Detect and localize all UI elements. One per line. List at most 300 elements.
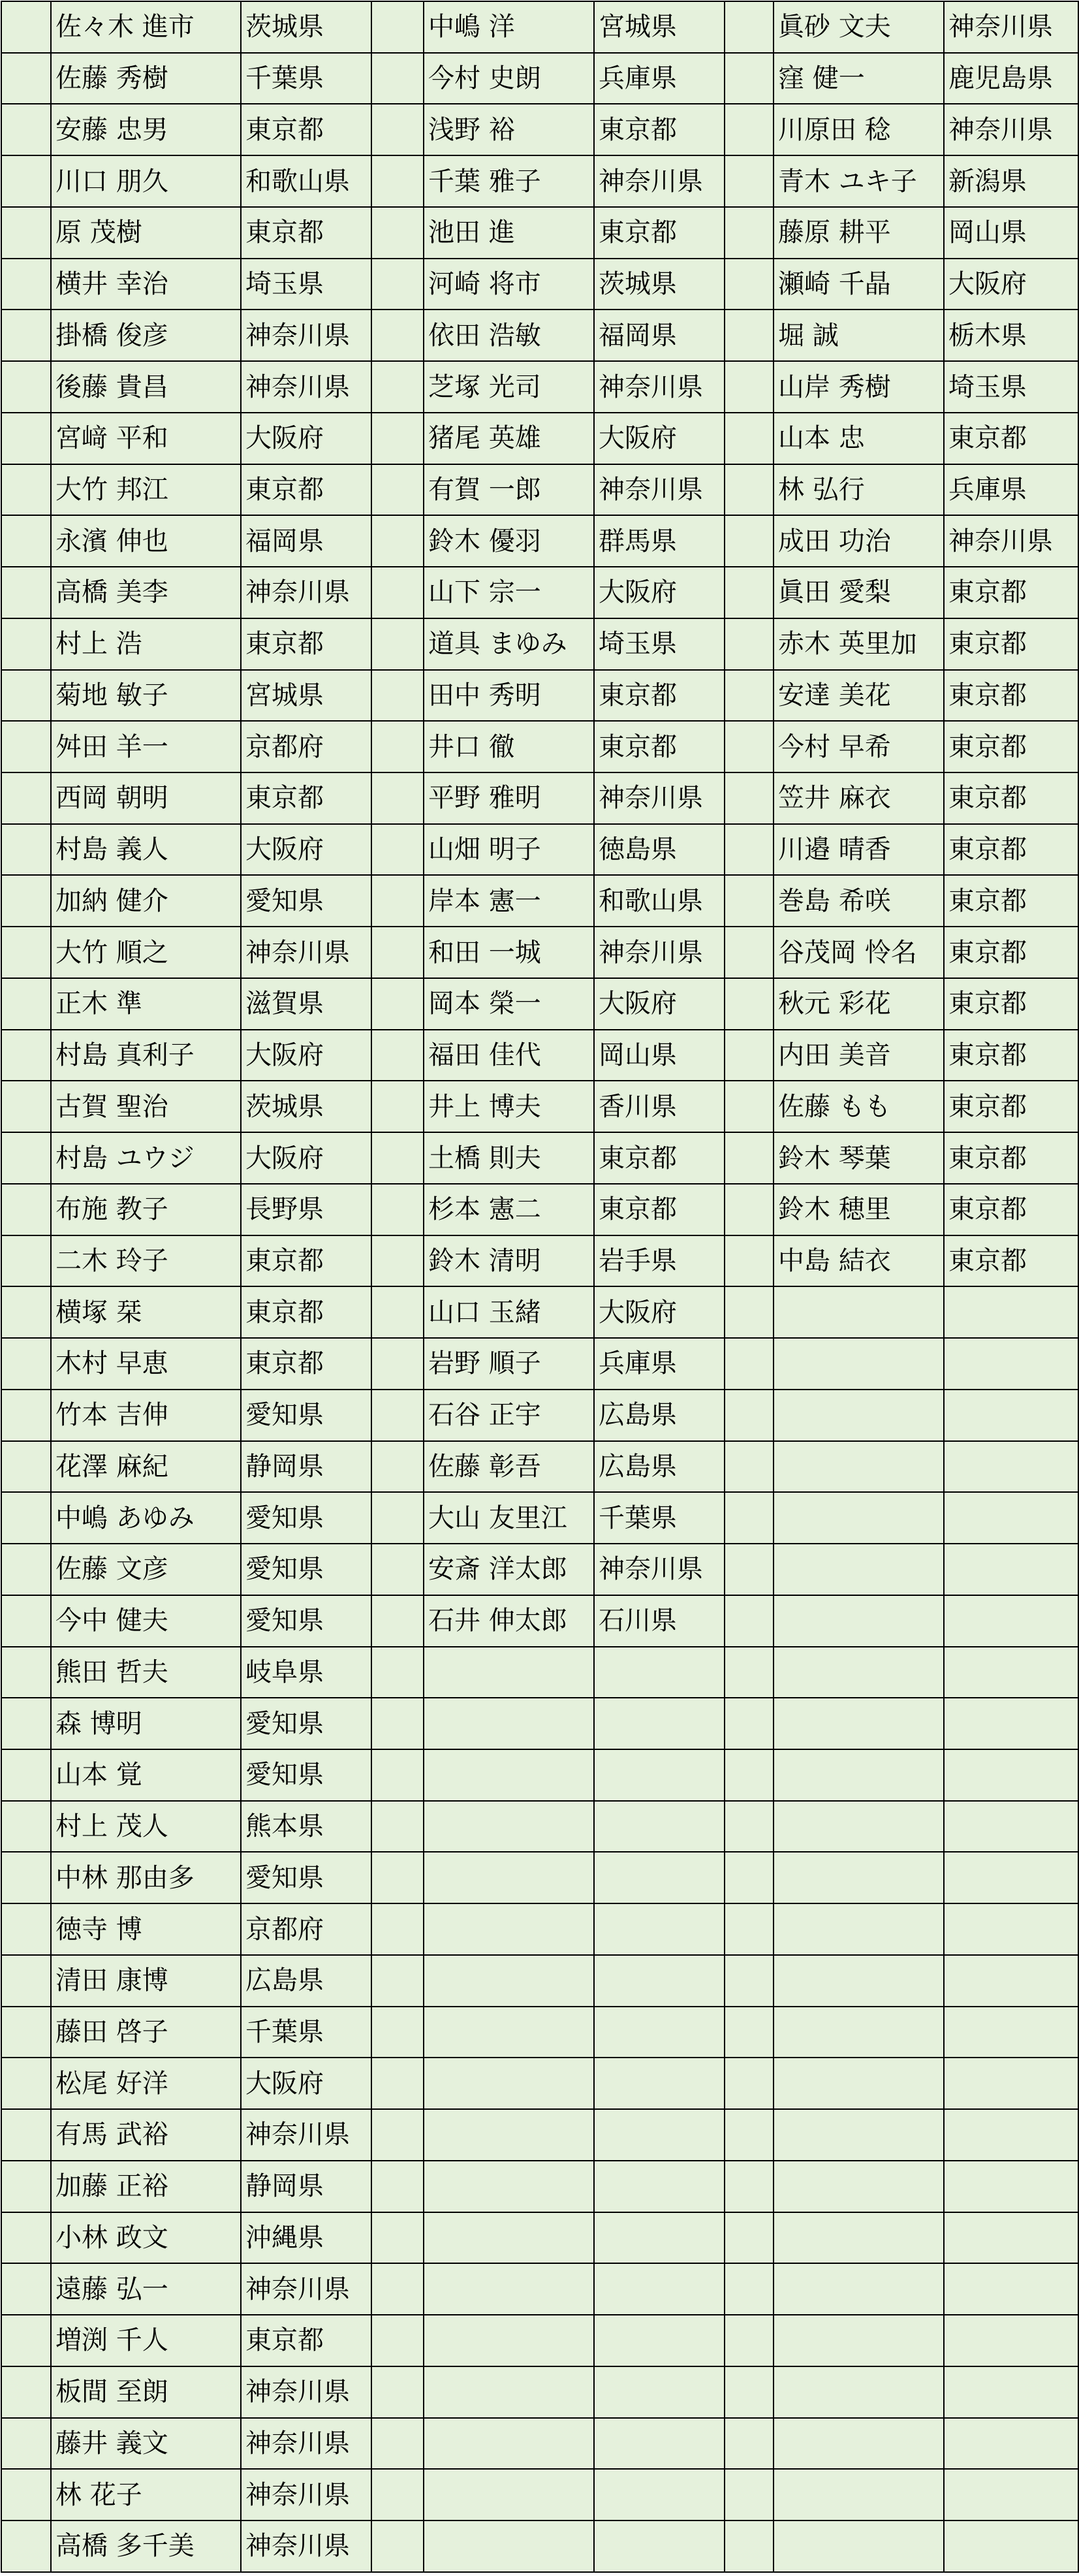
prefecture-cell: 兵庫県 — [594, 1338, 725, 1390]
name-cell: 眞砂 文夫 — [774, 1, 944, 53]
prefecture-cell: 神奈川県 — [594, 927, 725, 978]
prefecture-cell: 茨城県 — [241, 1081, 371, 1132]
name-cell: 窪 健一 — [774, 53, 944, 104]
prefecture-cell: 神奈川県 — [944, 1, 1078, 53]
table-row — [1, 2469, 1078, 2520]
gap-cell — [371, 515, 424, 567]
gap-cell — [725, 1595, 774, 1647]
prefecture-cell: 岩手県 — [594, 1235, 725, 1287]
gap-cell — [725, 1492, 774, 1544]
prefecture-cell — [944, 1903, 1078, 1955]
name-cell: 鈴木 穂里 — [774, 1184, 944, 1235]
gap-cell — [371, 2007, 424, 2058]
gap-cell — [1, 567, 51, 618]
gap-cell — [371, 927, 424, 978]
prefecture-cell: 徳島県 — [594, 824, 725, 876]
table-row — [1, 1852, 1078, 1903]
gap-cell — [725, 310, 774, 361]
name-cell: 今中 健夫 — [51, 1595, 241, 1647]
gap-cell — [371, 2263, 424, 2315]
prefecture-cell — [944, 2520, 1078, 2572]
prefecture-cell — [944, 2263, 1078, 2315]
gap-cell — [371, 2315, 424, 2366]
name-cell: 眞田 愛梨 — [774, 567, 944, 618]
gap-cell — [1, 464, 51, 516]
gap-cell — [371, 1286, 424, 1338]
name-cell — [424, 2109, 594, 2161]
table-row — [1, 53, 1078, 104]
prefecture-cell: 滋賀県 — [241, 978, 371, 1030]
table-row — [1, 567, 1078, 618]
gap-cell — [725, 515, 774, 567]
table-row — [1, 2366, 1078, 2418]
table-row — [1, 310, 1078, 361]
name-cell: 花澤 麻紀 — [51, 1441, 241, 1493]
name-cell — [774, 1544, 944, 1595]
gap-cell — [371, 2212, 424, 2264]
prefecture-cell: 東京都 — [594, 1132, 725, 1184]
gap-cell — [725, 1955, 774, 2007]
prefecture-cell: 栃木県 — [944, 310, 1078, 361]
gap-cell — [371, 1698, 424, 1749]
name-cell: 大竹 邦江 — [51, 464, 241, 516]
name-cell: 鈴木 優羽 — [424, 515, 594, 567]
name-cell — [774, 1286, 944, 1338]
prefecture-cell: 茨城県 — [241, 1, 371, 53]
name-cell: 瀬崎 千晶 — [774, 259, 944, 310]
name-cell: 川邉 晴香 — [774, 824, 944, 876]
gap-cell — [1, 207, 51, 259]
gap-cell — [371, 464, 424, 516]
gap-cell — [1, 2315, 51, 2366]
name-cell: 今村 史朗 — [424, 53, 594, 104]
name-cell — [774, 2263, 944, 2315]
gap-cell — [725, 1, 774, 53]
name-cell: 林 弘行 — [774, 464, 944, 516]
prefecture-cell: 愛知県 — [241, 1595, 371, 1647]
prefecture-cell: 大阪府 — [594, 978, 725, 1030]
name-cell: 笠井 麻衣 — [774, 772, 944, 824]
gap-cell — [725, 1749, 774, 1801]
table-row — [1, 1390, 1078, 1441]
name-cell — [774, 1903, 944, 1955]
gap-cell — [725, 1903, 774, 1955]
name-cell: 藤井 義文 — [51, 2418, 241, 2470]
name-cell: 横塚 栞 — [51, 1286, 241, 1338]
name-cell: 堀 誠 — [774, 310, 944, 361]
name-cell: 平野 雅明 — [424, 772, 594, 824]
gap-cell — [371, 1081, 424, 1132]
name-cell: 田中 秀明 — [424, 670, 594, 722]
name-cell — [774, 2520, 944, 2572]
prefecture-cell — [594, 2263, 725, 2315]
prefecture-cell: 岐阜県 — [241, 1647, 371, 1698]
gap-cell — [371, 1544, 424, 1595]
name-cell — [424, 2058, 594, 2109]
gap-cell — [1, 1903, 51, 1955]
name-cell: 加藤 正裕 — [51, 2161, 241, 2212]
gap-cell — [1, 2366, 51, 2418]
prefecture-cell: 茨城県 — [594, 259, 725, 310]
prefecture-cell: 千葉県 — [594, 1492, 725, 1544]
prefecture-cell: 大阪府 — [241, 824, 371, 876]
name-cell: 布施 教子 — [51, 1184, 241, 1235]
table-row — [1, 1595, 1078, 1647]
gap-cell — [371, 1030, 424, 1081]
gap-cell — [1, 2469, 51, 2520]
table-body — [1, 1, 1078, 2572]
prefecture-cell: 東京都 — [594, 670, 725, 722]
name-cell: 福田 佳代 — [424, 1030, 594, 1081]
prefecture-cell: 静岡県 — [241, 2161, 371, 2212]
name-cell: 松尾 好洋 — [51, 2058, 241, 2109]
name-cell — [424, 2418, 594, 2470]
name-cell: 掛橋 俊彦 — [51, 310, 241, 361]
gap-cell — [371, 1441, 424, 1493]
gap-cell — [1, 1390, 51, 1441]
name-cell: 有馬 武裕 — [51, 2109, 241, 2161]
prefecture-cell: 東京都 — [944, 1132, 1078, 1184]
name-cell: 村上 茂人 — [51, 1801, 241, 1852]
prefecture-cell: 大阪府 — [241, 413, 371, 464]
prefecture-cell: 神奈川県 — [241, 927, 371, 978]
prefecture-cell: 東京都 — [241, 1338, 371, 1390]
table-row — [1, 1698, 1078, 1749]
prefecture-cell: 大阪府 — [594, 413, 725, 464]
gap-cell — [725, 1852, 774, 1903]
name-cell: 浅野 裕 — [424, 104, 594, 155]
prefecture-cell: 静岡県 — [241, 1441, 371, 1493]
gap-cell — [1, 2263, 51, 2315]
name-cell — [424, 1647, 594, 1698]
prefecture-cell: 東京都 — [241, 1235, 371, 1287]
name-cell: 加納 健介 — [51, 875, 241, 927]
table-row — [1, 1544, 1078, 1595]
gap-cell — [371, 1235, 424, 1287]
name-cell — [424, 2212, 594, 2264]
prefecture-cell: 愛知県 — [241, 1749, 371, 1801]
name-cell: 安藤 忠男 — [51, 104, 241, 155]
gap-cell — [371, 2058, 424, 2109]
prefecture-cell: 千葉県 — [241, 2007, 371, 2058]
prefecture-cell — [594, 2058, 725, 2109]
prefecture-cell — [944, 2161, 1078, 2212]
gap-cell — [725, 2007, 774, 2058]
name-cell: 藤田 啓子 — [51, 2007, 241, 2058]
name-cell — [774, 2315, 944, 2366]
name-cell: 佐藤 文彦 — [51, 1544, 241, 1595]
table-row — [1, 2418, 1078, 2470]
name-cell — [774, 2161, 944, 2212]
name-cell: 千葉 雅子 — [424, 155, 594, 207]
gap-cell — [1, 1698, 51, 1749]
prefecture-cell: 熊本県 — [241, 1801, 371, 1852]
prefecture-cell: 神奈川県 — [241, 361, 371, 413]
gap-cell — [371, 2109, 424, 2161]
name-cell: 池田 進 — [424, 207, 594, 259]
name-cell: 横井 幸治 — [51, 259, 241, 310]
name-cell: 芝塚 光司 — [424, 361, 594, 413]
prefecture-cell: 神奈川県 — [241, 2109, 371, 2161]
table-row — [1, 2520, 1078, 2572]
name-cell — [774, 2109, 944, 2161]
name-cell: 木村 早恵 — [51, 1338, 241, 1390]
table-row — [1, 155, 1078, 207]
gap-cell — [1, 1, 51, 53]
gap-cell — [725, 824, 774, 876]
prefecture-cell: 広島県 — [241, 1955, 371, 2007]
table-row — [1, 361, 1078, 413]
prefecture-cell: 神奈川県 — [241, 567, 371, 618]
gap-cell — [1, 1441, 51, 1493]
prefecture-cell: 沖縄県 — [241, 2212, 371, 2264]
gap-cell — [725, 1338, 774, 1390]
table-row — [1, 1, 1078, 53]
gap-cell — [1, 824, 51, 876]
table-row — [1, 1081, 1078, 1132]
gap-cell — [725, 1286, 774, 1338]
prefecture-cell — [594, 2418, 725, 2470]
gap-cell — [1, 1235, 51, 1287]
prefecture-cell: 神奈川県 — [241, 2520, 371, 2572]
prefecture-cell: 兵庫県 — [944, 464, 1078, 516]
table-row — [1, 2007, 1078, 2058]
gap-cell — [1, 310, 51, 361]
prefecture-cell — [944, 1286, 1078, 1338]
prefecture-cell: 東京都 — [594, 721, 725, 772]
name-cell: 赤木 英里加 — [774, 618, 944, 670]
prefecture-cell: 東京都 — [944, 824, 1078, 876]
prefecture-cell: 神奈川県 — [241, 2366, 371, 2418]
prefecture-cell — [944, 1544, 1078, 1595]
table-row — [1, 1338, 1078, 1390]
name-cell: 依田 浩敏 — [424, 310, 594, 361]
prefecture-cell — [594, 2469, 725, 2520]
gap-cell — [371, 1903, 424, 1955]
name-cell — [424, 2469, 594, 2520]
name-cell: 佐藤 秀樹 — [51, 53, 241, 104]
table-row — [1, 1441, 1078, 1493]
table-row — [1, 1749, 1078, 1801]
name-cell: 佐々木 進市 — [51, 1, 241, 53]
gap-cell — [1, 2418, 51, 2470]
prefecture-cell — [944, 1390, 1078, 1441]
name-cell: 河崎 将市 — [424, 259, 594, 310]
name-cell: 中林 那由多 — [51, 1852, 241, 1903]
prefecture-cell: 東京都 — [241, 618, 371, 670]
name-cell: 佐藤 もも — [774, 1081, 944, 1132]
gap-cell — [725, 2469, 774, 2520]
gap-cell — [725, 772, 774, 824]
prefecture-cell: 東京都 — [241, 2315, 371, 2366]
prefecture-cell: 宮城県 — [241, 670, 371, 722]
name-cell: 内田 美音 — [774, 1030, 944, 1081]
name-cell: 安達 美花 — [774, 670, 944, 722]
name-cell: 二木 玲子 — [51, 1235, 241, 1287]
gap-cell — [725, 1030, 774, 1081]
table-row — [1, 2058, 1078, 2109]
name-cell: 村上 浩 — [51, 618, 241, 670]
prefecture-cell — [594, 1955, 725, 2007]
prefecture-cell: 岡山県 — [594, 1030, 725, 1081]
table-row — [1, 413, 1078, 464]
prefecture-cell: 東京都 — [241, 464, 371, 516]
prefecture-cell: 埼玉県 — [594, 618, 725, 670]
gap-cell — [1, 1286, 51, 1338]
prefecture-cell: 神奈川県 — [594, 772, 725, 824]
prefecture-cell: 福岡県 — [241, 515, 371, 567]
prefecture-cell: 京都府 — [241, 1903, 371, 1955]
prefecture-cell: 東京都 — [241, 207, 371, 259]
name-cell: 高橋 多千美 — [51, 2520, 241, 2572]
prefecture-cell: 神奈川県 — [594, 464, 725, 516]
gap-cell — [725, 927, 774, 978]
prefecture-cell: 愛知県 — [241, 1852, 371, 1903]
gap-cell — [725, 207, 774, 259]
gap-cell — [371, 2520, 424, 2572]
gap-cell — [725, 1235, 774, 1287]
prefecture-cell: 東京都 — [944, 1184, 1078, 1235]
name-cell: 巻島 希咲 — [774, 875, 944, 927]
name-cell: 西岡 朝明 — [51, 772, 241, 824]
name-cell: 藤原 耕平 — [774, 207, 944, 259]
table-row — [1, 2161, 1078, 2212]
prefecture-cell: 大阪府 — [241, 2058, 371, 2109]
name-cell: 山本 忠 — [774, 413, 944, 464]
gap-cell — [371, 53, 424, 104]
name-cell: 村島 真利子 — [51, 1030, 241, 1081]
prefecture-cell — [594, 2007, 725, 2058]
prefecture-cell: 東京都 — [594, 104, 725, 155]
gap-cell — [1, 1801, 51, 1852]
prefecture-cell — [594, 2212, 725, 2264]
name-cell: 和田 一城 — [424, 927, 594, 978]
name-cell: 中島 結衣 — [774, 1235, 944, 1287]
name-cell: 遠藤 弘一 — [51, 2263, 241, 2315]
table-row — [1, 2263, 1078, 2315]
name-cell — [774, 1955, 944, 2007]
name-cell: 猪尾 英雄 — [424, 413, 594, 464]
gap-cell — [1, 259, 51, 310]
prefecture-cell — [594, 1698, 725, 1749]
prefecture-cell: 埼玉県 — [241, 259, 371, 310]
prefecture-cell — [944, 2469, 1078, 2520]
table-row — [1, 515, 1078, 567]
name-cell: 永濱 伸也 — [51, 515, 241, 567]
prefecture-cell: 和歌山県 — [594, 875, 725, 927]
prefecture-cell — [594, 1801, 725, 1852]
gap-cell — [1, 618, 51, 670]
prefecture-cell — [944, 1801, 1078, 1852]
name-cell: 古賀 聖治 — [51, 1081, 241, 1132]
gap-cell — [371, 1595, 424, 1647]
gap-cell — [1, 772, 51, 824]
gap-cell — [371, 1338, 424, 1390]
prefecture-cell: 神奈川県 — [944, 104, 1078, 155]
gap-cell — [725, 1544, 774, 1595]
name-cell: 今村 早希 — [774, 721, 944, 772]
table-row — [1, 1132, 1078, 1184]
table-row — [1, 207, 1078, 259]
gap-cell — [725, 618, 774, 670]
table-row — [1, 978, 1078, 1030]
gap-cell — [725, 2366, 774, 2418]
gap-cell — [725, 1081, 774, 1132]
name-cell: 安斎 洋太郎 — [424, 1544, 594, 1595]
name-cell: 竹本 吉伸 — [51, 1390, 241, 1441]
gap-cell — [1, 413, 51, 464]
name-cell: 菊地 敏子 — [51, 670, 241, 722]
name-cell: 山畑 明子 — [424, 824, 594, 876]
name-cell: 増渕 千人 — [51, 2315, 241, 2366]
prefecture-cell: 千葉県 — [241, 53, 371, 104]
name-cell: 宮﨑 平和 — [51, 413, 241, 464]
gap-cell — [371, 259, 424, 310]
name-cell: 杉本 憲二 — [424, 1184, 594, 1235]
gap-cell — [1, 927, 51, 978]
name-cell: 鈴木 琴葉 — [774, 1132, 944, 1184]
gap-cell — [1, 2212, 51, 2264]
gap-cell — [1, 2109, 51, 2161]
gap-cell — [725, 875, 774, 927]
name-cell — [774, 1749, 944, 1801]
prefecture-cell: 岡山県 — [944, 207, 1078, 259]
name-cell — [774, 1492, 944, 1544]
table-row — [1, 1184, 1078, 1235]
gap-cell — [1, 515, 51, 567]
table-row — [1, 2109, 1078, 2161]
gap-cell — [725, 2212, 774, 2264]
name-cell — [774, 1595, 944, 1647]
table-row — [1, 927, 1078, 978]
prefecture-cell: 大阪府 — [241, 1132, 371, 1184]
prefecture-cell: 神奈川県 — [241, 2418, 371, 2470]
gap-cell — [1, 2161, 51, 2212]
name-cell: 村島 ユウジ — [51, 1132, 241, 1184]
prefecture-cell: 神奈川県 — [241, 2263, 371, 2315]
name-cell: 有賀 一郎 — [424, 464, 594, 516]
name-cell: 井上 博夫 — [424, 1081, 594, 1132]
name-cell — [774, 1801, 944, 1852]
name-cell: 鈴木 清明 — [424, 1235, 594, 1287]
name-cell: 山岸 秀樹 — [774, 361, 944, 413]
table-row — [1, 772, 1078, 824]
prefecture-cell: 長野県 — [241, 1184, 371, 1235]
prefecture-cell: 東京都 — [594, 1184, 725, 1235]
prefecture-cell: 東京都 — [944, 670, 1078, 722]
name-cell — [424, 1749, 594, 1801]
gap-cell — [1, 155, 51, 207]
name-cell: 中嶋 洋 — [424, 1, 594, 53]
gap-cell — [371, 104, 424, 155]
gap-cell — [725, 1698, 774, 1749]
name-cell — [774, 1390, 944, 1441]
gap-cell — [371, 772, 424, 824]
prefecture-cell: 大阪府 — [594, 567, 725, 618]
gap-cell — [371, 1184, 424, 1235]
prefecture-cell — [944, 1338, 1078, 1390]
gap-cell — [725, 721, 774, 772]
gap-cell — [725, 413, 774, 464]
prefecture-cell: 群馬県 — [594, 515, 725, 567]
name-cell — [424, 2366, 594, 2418]
gap-cell — [725, 2520, 774, 2572]
name-cell — [774, 2007, 944, 2058]
gap-cell — [1, 2007, 51, 2058]
gap-cell — [725, 670, 774, 722]
gap-cell — [725, 2058, 774, 2109]
gap-cell — [1, 670, 51, 722]
